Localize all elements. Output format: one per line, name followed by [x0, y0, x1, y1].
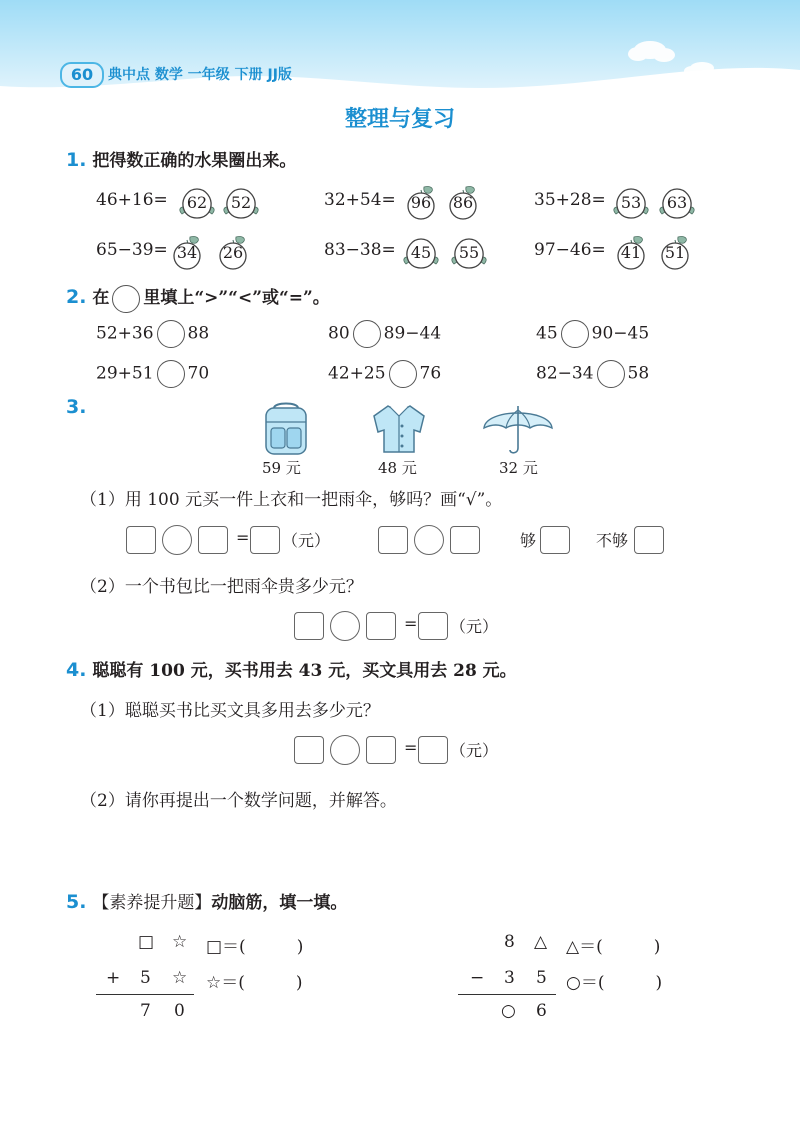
answer-box[interactable] — [366, 612, 396, 640]
operator-circle[interactable] — [330, 735, 360, 765]
fruit-answer-value: 96 — [410, 193, 432, 212]
q4-number: 4. — [66, 659, 87, 681]
q5-text: 动脑筋，填一填。 — [211, 893, 348, 913]
fruit-answer-value: 41 — [620, 243, 642, 262]
unit-label: （元） — [450, 617, 499, 636]
q2-text-b: 里填上“>”“<”或“=”。 — [143, 288, 330, 308]
equals-sign: = — [404, 738, 418, 757]
q2-comparison — [328, 320, 441, 348]
q4-text: 聪聪有 100 元，买书用去 43 元，买文具用去 28 元。 — [92, 661, 517, 681]
q4-part2: （2）请你再提出一个数学问题，并解答。 — [80, 791, 397, 811]
q1-expression: 83−38= — [324, 240, 396, 260]
header-band — [0, 0, 800, 110]
price-umbrella: 32 元 — [499, 459, 538, 477]
q3-part1: （1）用 100 元买一件上衣和一把雨伞，够吗？画“√”。 — [80, 490, 503, 510]
fruit-answer-value: 51 — [664, 243, 686, 262]
fruit-choice[interactable] — [658, 184, 696, 222]
fruit-choice[interactable] — [444, 184, 482, 222]
equals-sign: = — [236, 528, 250, 547]
comparison-right: 89−44 — [383, 323, 442, 344]
comparison-right: 58 — [627, 363, 650, 384]
price-coat: 48 元 — [378, 459, 417, 477]
right-row2-digit1: 3 — [504, 968, 515, 988]
q1-expression: 32+54= — [324, 190, 396, 210]
q4-part1: （1）聪聪买书比买文具多用去多少元？ — [80, 701, 380, 721]
fruit-choice[interactable] — [612, 234, 650, 272]
left-answer-star[interactable]: ☆＝( ) — [206, 973, 303, 993]
q1-expression: 35+28= — [534, 190, 606, 210]
comparison-right: 70 — [187, 363, 210, 384]
right-row2-digit2: 5 — [536, 968, 547, 988]
answer-box[interactable] — [126, 526, 156, 554]
fruit-answer-value: 45 — [410, 243, 432, 262]
fruit-choice[interactable] — [450, 234, 488, 272]
fruit-answer-value: 34 — [176, 243, 198, 262]
q1-number: 1. — [66, 149, 87, 171]
compare-circle[interactable] — [389, 360, 417, 388]
fruit-choice[interactable] — [222, 184, 260, 222]
q2-number: 2. — [66, 286, 87, 308]
backpack-icon — [258, 400, 314, 458]
not-enough-checkbox[interactable] — [634, 526, 664, 554]
fruit-answer-value: 55 — [458, 243, 480, 262]
right-diff-line — [458, 994, 556, 995]
series-label — [108, 64, 292, 84]
q1-prompt — [66, 146, 296, 171]
coat-icon — [368, 402, 430, 456]
answer-box[interactable] — [198, 526, 228, 554]
answer-box[interactable] — [418, 736, 448, 764]
fruit-answer-value: 53 — [620, 193, 642, 212]
fruit-choice[interactable] — [168, 234, 206, 272]
equals-sign: = — [404, 614, 418, 633]
fruit-choice[interactable] — [402, 184, 440, 222]
right-row1-digit1: 8 — [504, 932, 515, 952]
unit-label: （元） — [282, 531, 331, 550]
answer-box[interactable] — [366, 736, 396, 764]
enough-label: 够 — [520, 531, 537, 550]
left-row1-digit2: ☆ — [172, 932, 188, 952]
q2-comparison — [536, 360, 649, 388]
right-result-digit1: ○ — [501, 1001, 516, 1021]
compare-circle[interactable] — [353, 320, 381, 348]
not-enough-label: 不够 — [596, 531, 629, 550]
q1-expression: 46+16= — [96, 190, 168, 210]
q3-number-line — [66, 396, 86, 418]
unit-label: （元） — [450, 741, 499, 760]
fruit-answer-value: 86 — [452, 193, 474, 212]
q3-number: 3. — [66, 396, 87, 418]
answer-box[interactable] — [250, 526, 280, 554]
page-number-badge: 60 — [60, 62, 104, 88]
answer-box[interactable] — [294, 736, 324, 764]
answer-circle-icon — [112, 285, 140, 313]
comparison-right: 76 — [419, 363, 442, 384]
right-answer-triangle[interactable]: △＝( ) — [566, 937, 661, 957]
q2-prompt — [66, 283, 330, 313]
comparison-right: 88 — [187, 323, 210, 344]
q1-text: 把得数正确的水果圈出来。 — [92, 151, 297, 171]
price-backpack: 59 元 — [262, 459, 301, 477]
fruit-answer-value: 26 — [222, 243, 244, 262]
q5-tag: 【素养提升题】 — [92, 893, 212, 913]
left-row2-digit1: 5 — [140, 968, 151, 988]
series-logo: 典中点 — [108, 67, 150, 83]
umbrella-icon — [480, 398, 556, 458]
right-row1-digit2: △ — [534, 932, 548, 952]
left-sum-line — [96, 994, 194, 995]
fruit-answer-value: 62 — [186, 193, 208, 212]
answer-box[interactable] — [294, 612, 324, 640]
compare-circle[interactable] — [597, 360, 625, 388]
q1-expression: 97−46= — [534, 240, 606, 260]
q5-prompt — [66, 888, 347, 913]
comparison-left: 29+51 — [96, 363, 154, 384]
left-row2-digit2: ☆ — [172, 968, 188, 988]
q5-number: 5. — [66, 891, 87, 913]
series-subtitle: 数学 一年级 下册 JJ版 — [154, 67, 292, 83]
comparison-left: 82−34 — [536, 363, 594, 384]
q3-part2: （2）一个书包比一把雨伞贵多少元？ — [80, 577, 363, 597]
compare-circle[interactable] — [561, 320, 589, 348]
page-title: 整理与复习 — [344, 107, 455, 132]
right-result-digit2: 6 — [536, 1001, 547, 1021]
left-result-digit1: 7 — [140, 1001, 151, 1021]
q2-text-a: 在 — [92, 288, 110, 308]
comparison-right: 90−45 — [591, 323, 650, 344]
operator-circle[interactable] — [414, 525, 444, 555]
left-row1-digit1: □ — [138, 932, 155, 952]
q2-comparison — [96, 360, 209, 388]
comparison-left: 80 — [328, 323, 350, 344]
comparison-left: 45 — [536, 323, 558, 344]
fruit-answer-value: 52 — [230, 193, 252, 212]
comparison-left: 42+25 — [328, 363, 386, 384]
enough-checkbox[interactable] — [540, 526, 570, 554]
q4-prompt — [66, 656, 517, 681]
right-operator: − — [470, 968, 485, 988]
answer-box[interactable] — [418, 612, 448, 640]
fruit-choice[interactable] — [178, 184, 216, 222]
comparison-left: 52+36 — [96, 323, 154, 344]
fruit-answer-value: 63 — [666, 193, 688, 212]
left-result-digit2: 0 — [174, 1001, 185, 1021]
fruit-choice[interactable] — [656, 234, 694, 272]
compare-circle[interactable] — [157, 320, 185, 348]
q2-comparison — [328, 360, 441, 388]
left-answer-square[interactable]: □＝( ) — [206, 937, 304, 957]
answer-box[interactable] — [378, 526, 408, 554]
fruit-choice[interactable] — [214, 234, 252, 272]
right-answer-circle[interactable]: ○＝( ) — [566, 973, 663, 993]
q1-expression: 65−39= — [96, 240, 168, 260]
left-operator: + — [106, 968, 121, 988]
q2-comparison — [96, 320, 209, 348]
operator-circle[interactable] — [330, 611, 360, 641]
operator-circle[interactable] — [162, 525, 192, 555]
q2-comparison — [536, 320, 649, 348]
fruit-choice[interactable] — [402, 234, 440, 272]
answer-box[interactable] — [450, 526, 480, 554]
fruit-choice[interactable] — [612, 184, 650, 222]
compare-circle[interactable] — [157, 360, 185, 388]
